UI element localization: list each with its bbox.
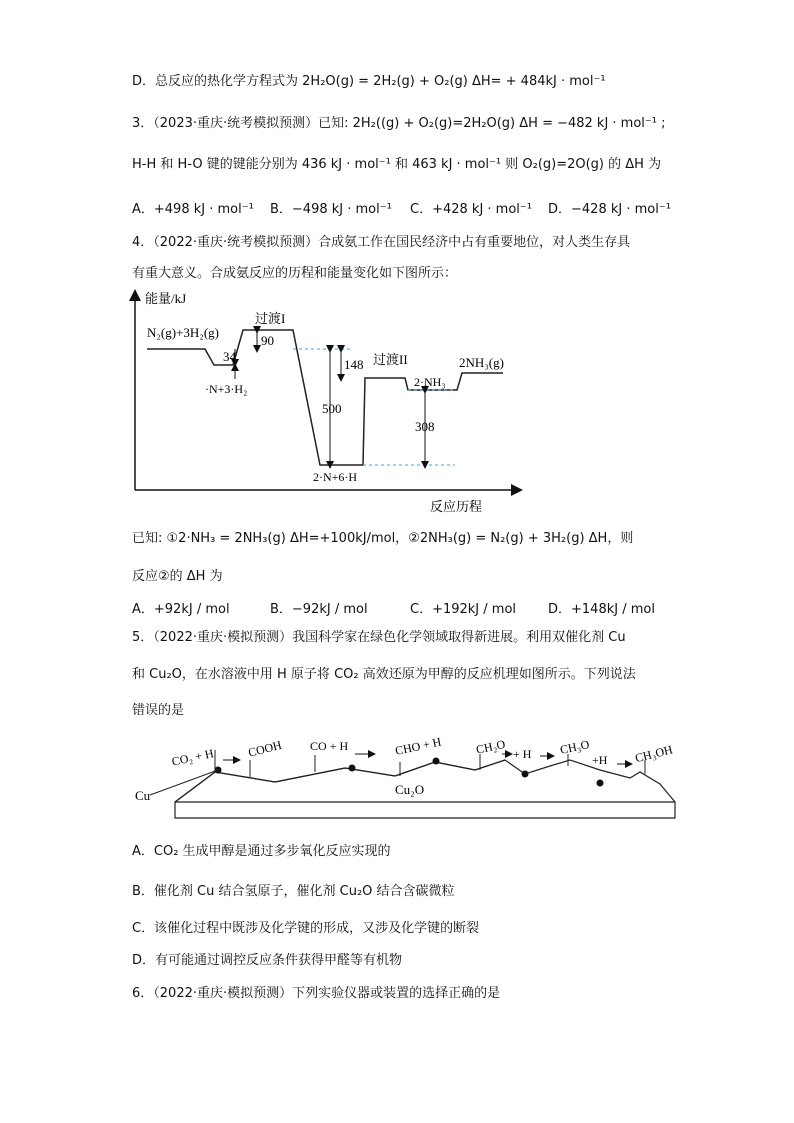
label-reactants: N₂(g)+3H₂(g) <box>147 325 219 340</box>
question-5-line2: 和 Cu₂O，在水溶液中用 H 原子将 CO₂ 高效还原为甲醇的反应机理如图所示。下列说法 <box>132 667 636 682</box>
energy-profile <box>147 330 503 465</box>
question-3-line1: 3．（2023·重庆·统考模拟预测）已知: 2H₂((g) + O₂(g)=2H₂O(g) ΔH = −482 kJ · mol⁻¹ ; <box>132 116 666 131</box>
label-ts1: 过渡I <box>255 311 286 326</box>
option-b: B．−498 kJ · mol⁻¹ <box>270 202 392 217</box>
option-c: C．+428 kJ · mol⁻¹ <box>410 202 532 217</box>
question-4-line2: 有重大意义。合成氨反应的历程和能量变化如下图所示： <box>132 266 458 281</box>
option-a: A．+498 kJ · mol⁻¹ <box>132 202 254 217</box>
option-a: A．+92kJ / mol <box>132 602 230 617</box>
question-6-line1: 6．（2022·重庆·模拟预测）下列实验仪器或装置的选择正确的是 <box>132 986 501 1001</box>
label-ch3o: CH₃O <box>558 737 591 757</box>
option-b: B．−92kJ / mol <box>270 602 368 617</box>
label-cu2o: Cu₂O <box>395 782 425 797</box>
option-a: A．CO₂ 生成甲醇是通过多步氧化反应实现的 <box>132 844 391 859</box>
label-h2: +H <box>592 753 608 767</box>
question-5-line1: 5．（2022·重庆·模拟预测）我国科学家在绿色化学领域取得新进展。利用双催化剂 Cu <box>132 630 626 645</box>
h-atom-dot <box>349 765 356 772</box>
option-b: B．催化剂 Cu 结合氢原子，催化剂 Cu₂O 结合含碳微粒 <box>132 884 455 899</box>
option-d: D．有可能通过调控反应条件获得甲醛等有机物 <box>132 953 403 968</box>
label-cu: Cu <box>135 788 151 803</box>
value-500: 500 <box>322 401 342 416</box>
option-c: C．+192kJ / mol <box>410 602 517 617</box>
label-nh3-radical: 2·NH₃ <box>414 375 446 389</box>
value-90: 90 <box>261 333 274 348</box>
option-d: D．−428 kJ · mol⁻¹ <box>548 202 671 217</box>
question-4-known: 已知: ①2·NH₃ = 2NH₃(g) ΔH=+100kJ/mol，②2NH₃(g) = N₂(g) + 3H₂(g) ΔH，则 <box>132 531 634 546</box>
question-3-line2: H-H 和 H-O 键的键能分别为 436 kJ · mol⁻¹ 和 463 kJ · mol⁻¹ 则 O₂(g)=2O(g) 的 ΔH 为 <box>132 157 662 172</box>
mechanism-diagram <box>130 730 690 830</box>
label-ch3oh: CH₃OH <box>633 742 675 766</box>
option-c: C．该催化过程中既涉及化学键的形成，又涉及化学键的断裂 <box>132 921 480 936</box>
question-5-line3: 错误的是 <box>132 703 185 718</box>
label-product: 2NH₃(g) <box>459 355 504 370</box>
h-atom-dot <box>433 758 440 765</box>
label-intermediate1: ·N+3·H₂ <box>205 382 248 396</box>
option-d: D．+148kJ / mol <box>548 602 655 617</box>
question-4-line1: 4．（2022·重庆·统考模拟预测）合成氨工作在国民经济中占有重要地位，对人类生存具 <box>132 235 631 250</box>
energy-diagram <box>125 285 525 517</box>
label-atoms: 2·N+6·H <box>313 470 358 484</box>
label-cho-h: CHO + H <box>393 734 443 758</box>
item-d-previous: D．总反应的热化学方程式为 2H₂O(g) = 2H₂(g) + O₂(g) ΔH= + 484kJ · mol⁻¹ <box>132 74 606 89</box>
label-co-h: CO + H <box>310 739 349 753</box>
label-ts2: 过渡II <box>373 352 408 367</box>
value-308: 308 <box>415 419 435 434</box>
label-cooh: COOH <box>246 737 284 760</box>
label-ch2o: CH₂O <box>474 736 507 757</box>
h-atom-dot <box>597 780 604 787</box>
question-4-known2: 反应②的 ΔH 为 <box>132 569 223 584</box>
value-148: 148 <box>344 357 364 372</box>
y-axis-label: 能量/kJ <box>145 291 187 306</box>
label-h1: + H <box>513 747 532 761</box>
x-axis-label: 反应历程 <box>430 499 483 514</box>
h-atom-dot <box>522 771 529 778</box>
value-34: 34 <box>223 349 236 364</box>
label-co2-h: CO₂ + H <box>170 746 215 769</box>
